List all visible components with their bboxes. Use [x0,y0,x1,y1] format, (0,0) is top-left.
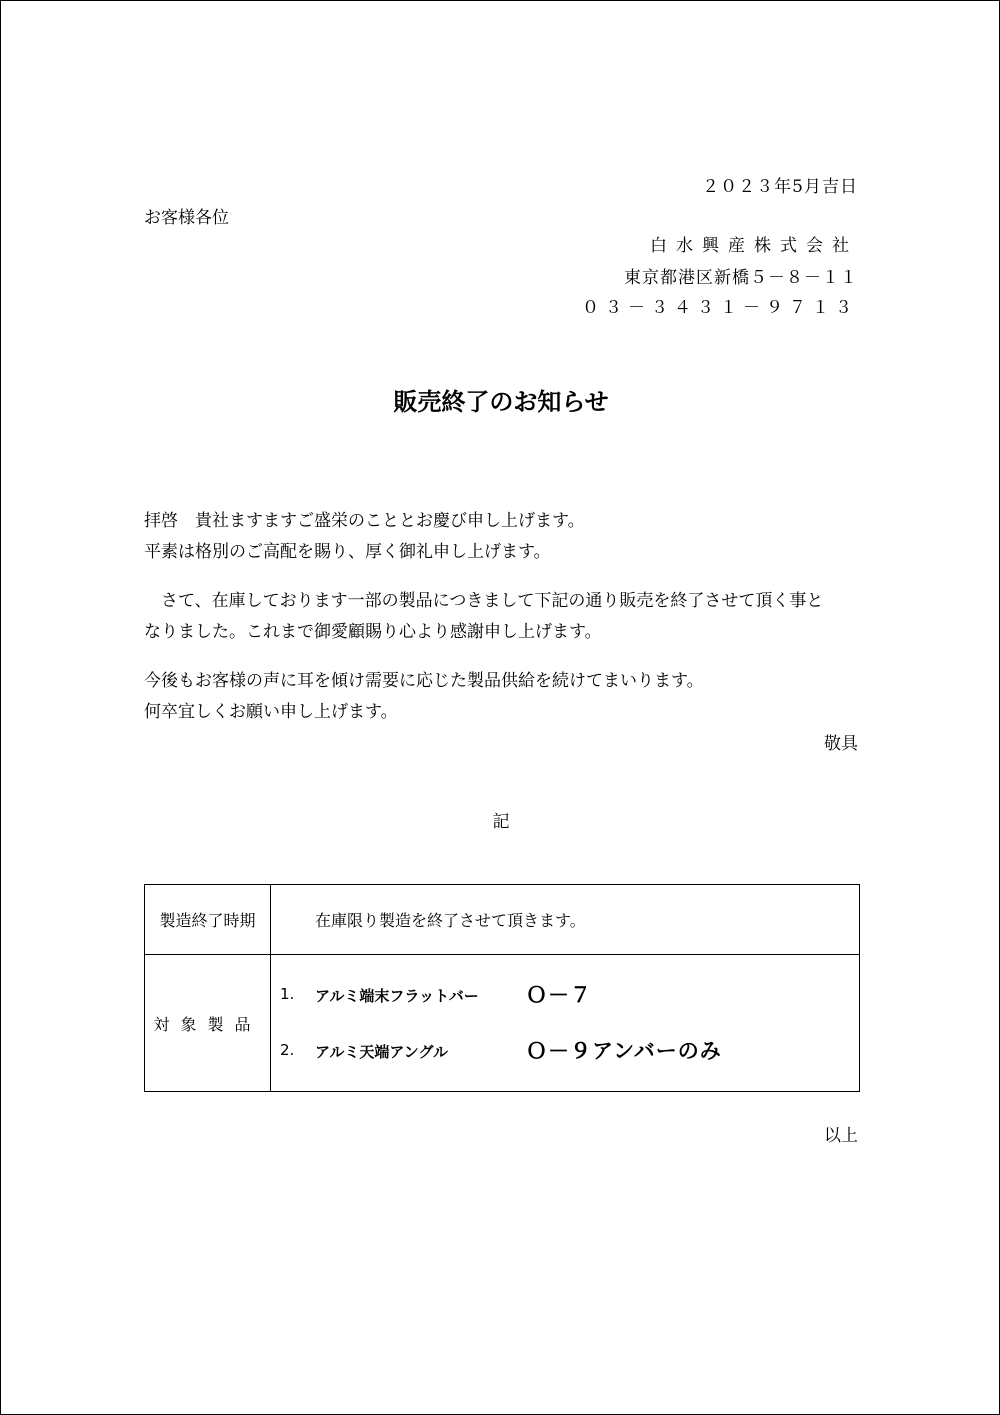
product-number: 1. [280,985,295,1003]
table-row [145,885,860,955]
production-end-value: 在庫限り製造を終了させて頂きます。 [271,885,860,955]
company-phone: ０３－３４３１－９７１３ [582,298,858,318]
greeting-line-2: 平素は格別のご高配を賜り、厚く御礼申し上げます。 [144,542,551,562]
details-table [144,884,860,1092]
paragraph-1-line-1: さて、在庫しております一部の製品につきまして下記の通り販売を終了させて頂く事と [144,591,824,611]
closing-keigu: 敬具 [824,734,858,754]
product-code: Ｏ－９アンバーのみ [526,1039,722,1063]
company-address: 東京都港区新橋５－８－１１ [624,268,858,288]
product-name: アルミ端末フラットバー [315,987,479,1005]
table-row [145,955,860,1092]
paragraph-2-line-1: 今後もお客様の声に耳を傾け需要に応じた製品供給を続けてまいります。 [144,671,704,691]
product-number: 2. [280,1041,295,1059]
greeting-line-1: 拝啓 貴社ますますご盛栄のこととお慶び申し上げます。 [144,511,585,531]
paragraph-1-line-2: なりました。これまで御愛顧賜り心より感謝申し上げます。 [144,622,602,642]
production-end-label: 製造終了時期 [145,885,271,955]
target-products-label: 対象製品 [145,955,271,1092]
list-item [271,1037,859,1067]
end-ijou: 以上 [824,1126,858,1146]
document-title: 販売終了のお知らせ [393,388,609,416]
product-list [271,955,860,1092]
recipient: お客様各位 [144,208,229,228]
paragraph-2-line-2: 何卒宜しくお願い申し上げます。 [144,702,398,722]
ki-heading: 記 [492,812,510,832]
document-date: ２０２３年5月吉日 [702,177,858,197]
product-code: Ｏ－７ [526,983,592,1007]
list-item [271,981,859,1011]
product-name: アルミ天端アングル [315,1043,449,1061]
company-name: 白水興産株式会社 [650,236,858,256]
